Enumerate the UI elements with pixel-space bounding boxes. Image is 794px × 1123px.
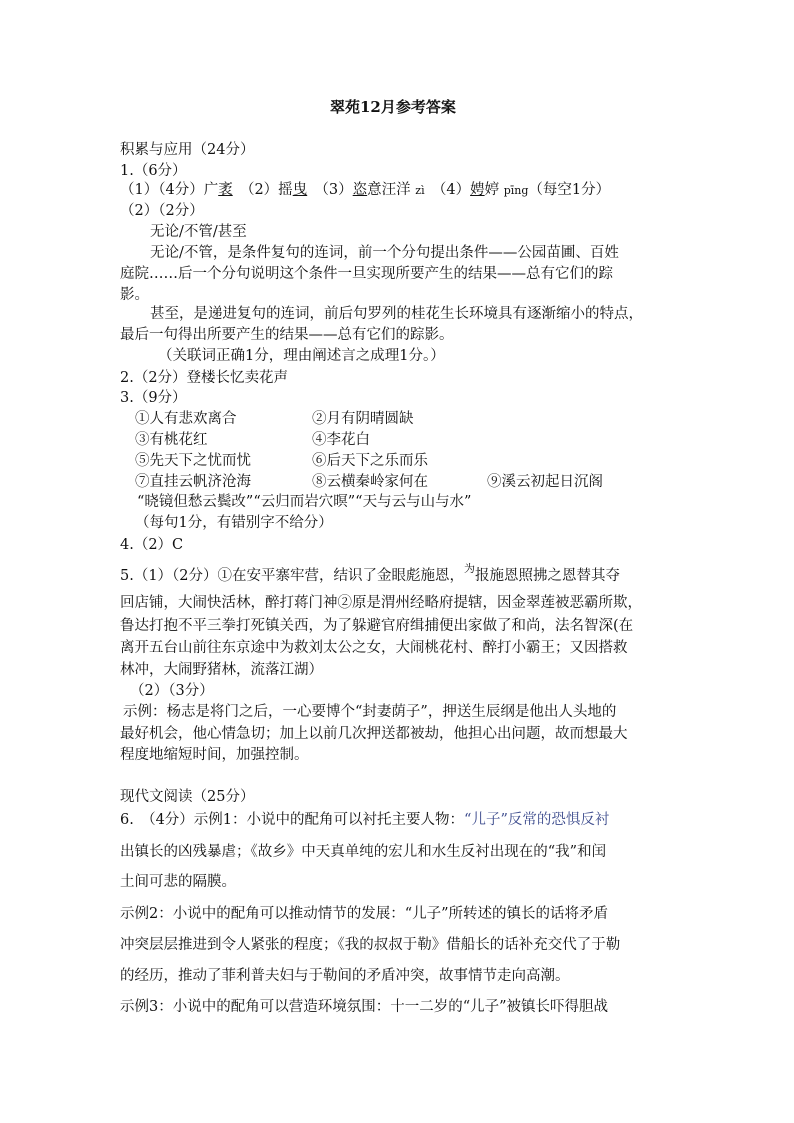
q1-part2-answer: 无论/不管/甚至 (150, 224, 247, 240)
q3-item-6: ⑥后天下之乐而乐 (312, 453, 428, 469)
q1-2-underlined: 曳 (292, 182, 308, 198)
q1-expl2-line2: 最后一句得出所要产生的结果——总有它们的踪影。 (120, 327, 454, 343)
q5-part2-line1: 示例：杨志是将门之后，一心要博个“封妻荫子”，押送生辰纲是他出人头地的 (123, 704, 617, 720)
q5-line1 (120, 562, 621, 587)
q5-part2-label: （2）（3分） (130, 683, 214, 699)
q4-answer: 4.（2）C (120, 537, 184, 553)
q3-item-3: ③有桃花红 (135, 432, 208, 448)
q1-score-note: （每空1分） (528, 182, 611, 198)
q3-label: 3.（9分） (120, 390, 187, 406)
q2-answer: 2.（2分）登楼长忆卖花声 (120, 370, 289, 386)
q6-line4: 示例2：小说中的配角可以推动情节的发展：“儿子”所转述的镇长的话将矛盾 (120, 906, 609, 922)
q6-line1-a: 6. （4分）示例1：小说中的配角可以衬托主要人物： (120, 812, 465, 828)
q1-2-text: （2）摇 (232, 182, 293, 198)
q3-score-note: （每句1分，有错别字不给分） (135, 515, 333, 531)
q1-3-text-b: 意汪洋 (367, 182, 416, 198)
q3-item-5: ⑤先天下之忧而忧 (135, 453, 251, 469)
q3-item-9: ⑨溪云初起日沉阁 (487, 474, 603, 490)
page-title: 翠苑12月参考答案 (330, 98, 456, 116)
q3-item-2: ②月有阴晴圆缺 (312, 411, 414, 427)
q5-line4: 离开五台山前往东京途中为救刘太公之女，大闹桃花村、醉打小霸王；又因搭救 (120, 640, 628, 656)
section-heading-accumulation: 积累与应用（24分） (120, 142, 255, 158)
q1-part2-label: （2）（2分） (120, 203, 204, 219)
q5-superscript-char: 为 (464, 562, 476, 575)
q3-quotes: “晓镜但愁云鬓改”“云归而岩穴暝”“天与云与山与水” (137, 494, 472, 510)
q6-line1-b: “儿子”反常的恐惧反衬 (464, 812, 610, 828)
q6-line3: 土间可悲的隔膜。 (120, 874, 236, 890)
q5-line1-b: 报施恩照拂之恩替其夺 (475, 568, 621, 584)
q3-item-8: ⑧云横秦岭家何在 (312, 474, 428, 490)
q5-line2: 回店铺，大闹快活林，醉打蒋门神②原是渭州经略府提辖，因金翠莲被恶霸所欺， (120, 595, 642, 611)
q3-item-4: ④李花白 (312, 432, 370, 448)
q6-line2: 出镇长的凶残暴虐；《故乡》中天真单纯的宏儿和水生反衬出现在的“我”和闰 (120, 844, 607, 860)
q6-line5: 冲突层层推进到令人紧张的程度；《我的叔叔于勒》借船长的话补充交代了于勒 (120, 937, 621, 953)
q1-4-pinyin: pīng (503, 184, 529, 197)
q1-expl1-line3: 影。 (120, 287, 149, 303)
q1-4-underlined: 娉 (470, 182, 485, 198)
q6-line7: 示例3：小说中的配角可以营造环境氛围：十一二岁的“儿子”被镇长吓得胆战 (120, 999, 609, 1015)
q1-3-pinyin: zì (415, 184, 425, 197)
q1-expl1-line2: 庭院……后一个分句说明这个条件一旦实现所要产生的结果——总有它们的踪 (120, 266, 613, 282)
q1-1-underlined: 袤 (218, 182, 233, 198)
q1-expl1-line1: 无论/不管，是条件复句的连词，前一个分句提出条件——公园苗圃、百姓 (150, 245, 619, 261)
q5-line5: 林冲，大闹野猪林，流落江湖） (120, 662, 323, 678)
q5-line1-a: 5.（1）（2分）①在安平寨牢营，结识了金眼彪施恩， (120, 568, 465, 584)
q5-line3: 鲁达打抱不平三拳打死镇关西，为了躲避官府缉捕便出家做了和尚，法名智深(在 (120, 618, 634, 634)
q1-expl2-line1: 甚至，是递进复句的连词，前后句罗列的桂花生长环境具有逐渐缩小的特点， (150, 306, 643, 322)
q1-3-text: （3） (307, 182, 353, 198)
q6-line1 (120, 810, 609, 830)
q1-3-underlined: 恣 (352, 182, 368, 198)
section-heading-modern-reading: 现代文阅读（25分） (120, 789, 255, 805)
q1-4-text: （4） (424, 182, 471, 198)
q1-1-text: （1）（4分）广 (120, 182, 219, 198)
q3-item-7: ⑦直挂云帆济沧海 (135, 474, 251, 490)
q1-label: 1.（6分） (120, 163, 187, 179)
q5-part2-line3: 程度地缩短时间，加强控制。 (120, 747, 309, 763)
q1-score-explanation: （关联词正确1分，理由阐述言之成理1分。） (158, 348, 445, 364)
q6-line6: 的经历，推动了菲利普夫妇与于勒间的矛盾冲突，故事情节走向高潮。 (120, 968, 570, 984)
q1-4-text-b: 婷 (484, 182, 504, 198)
q1-part1-answers (120, 180, 610, 201)
q3-item-1: ①人有悲欢离合 (135, 411, 237, 427)
q5-part2-line2: 最好机会，他心情急切；加上以前几次押送都被劫，他担心出问题，故而想最大 (120, 726, 628, 742)
